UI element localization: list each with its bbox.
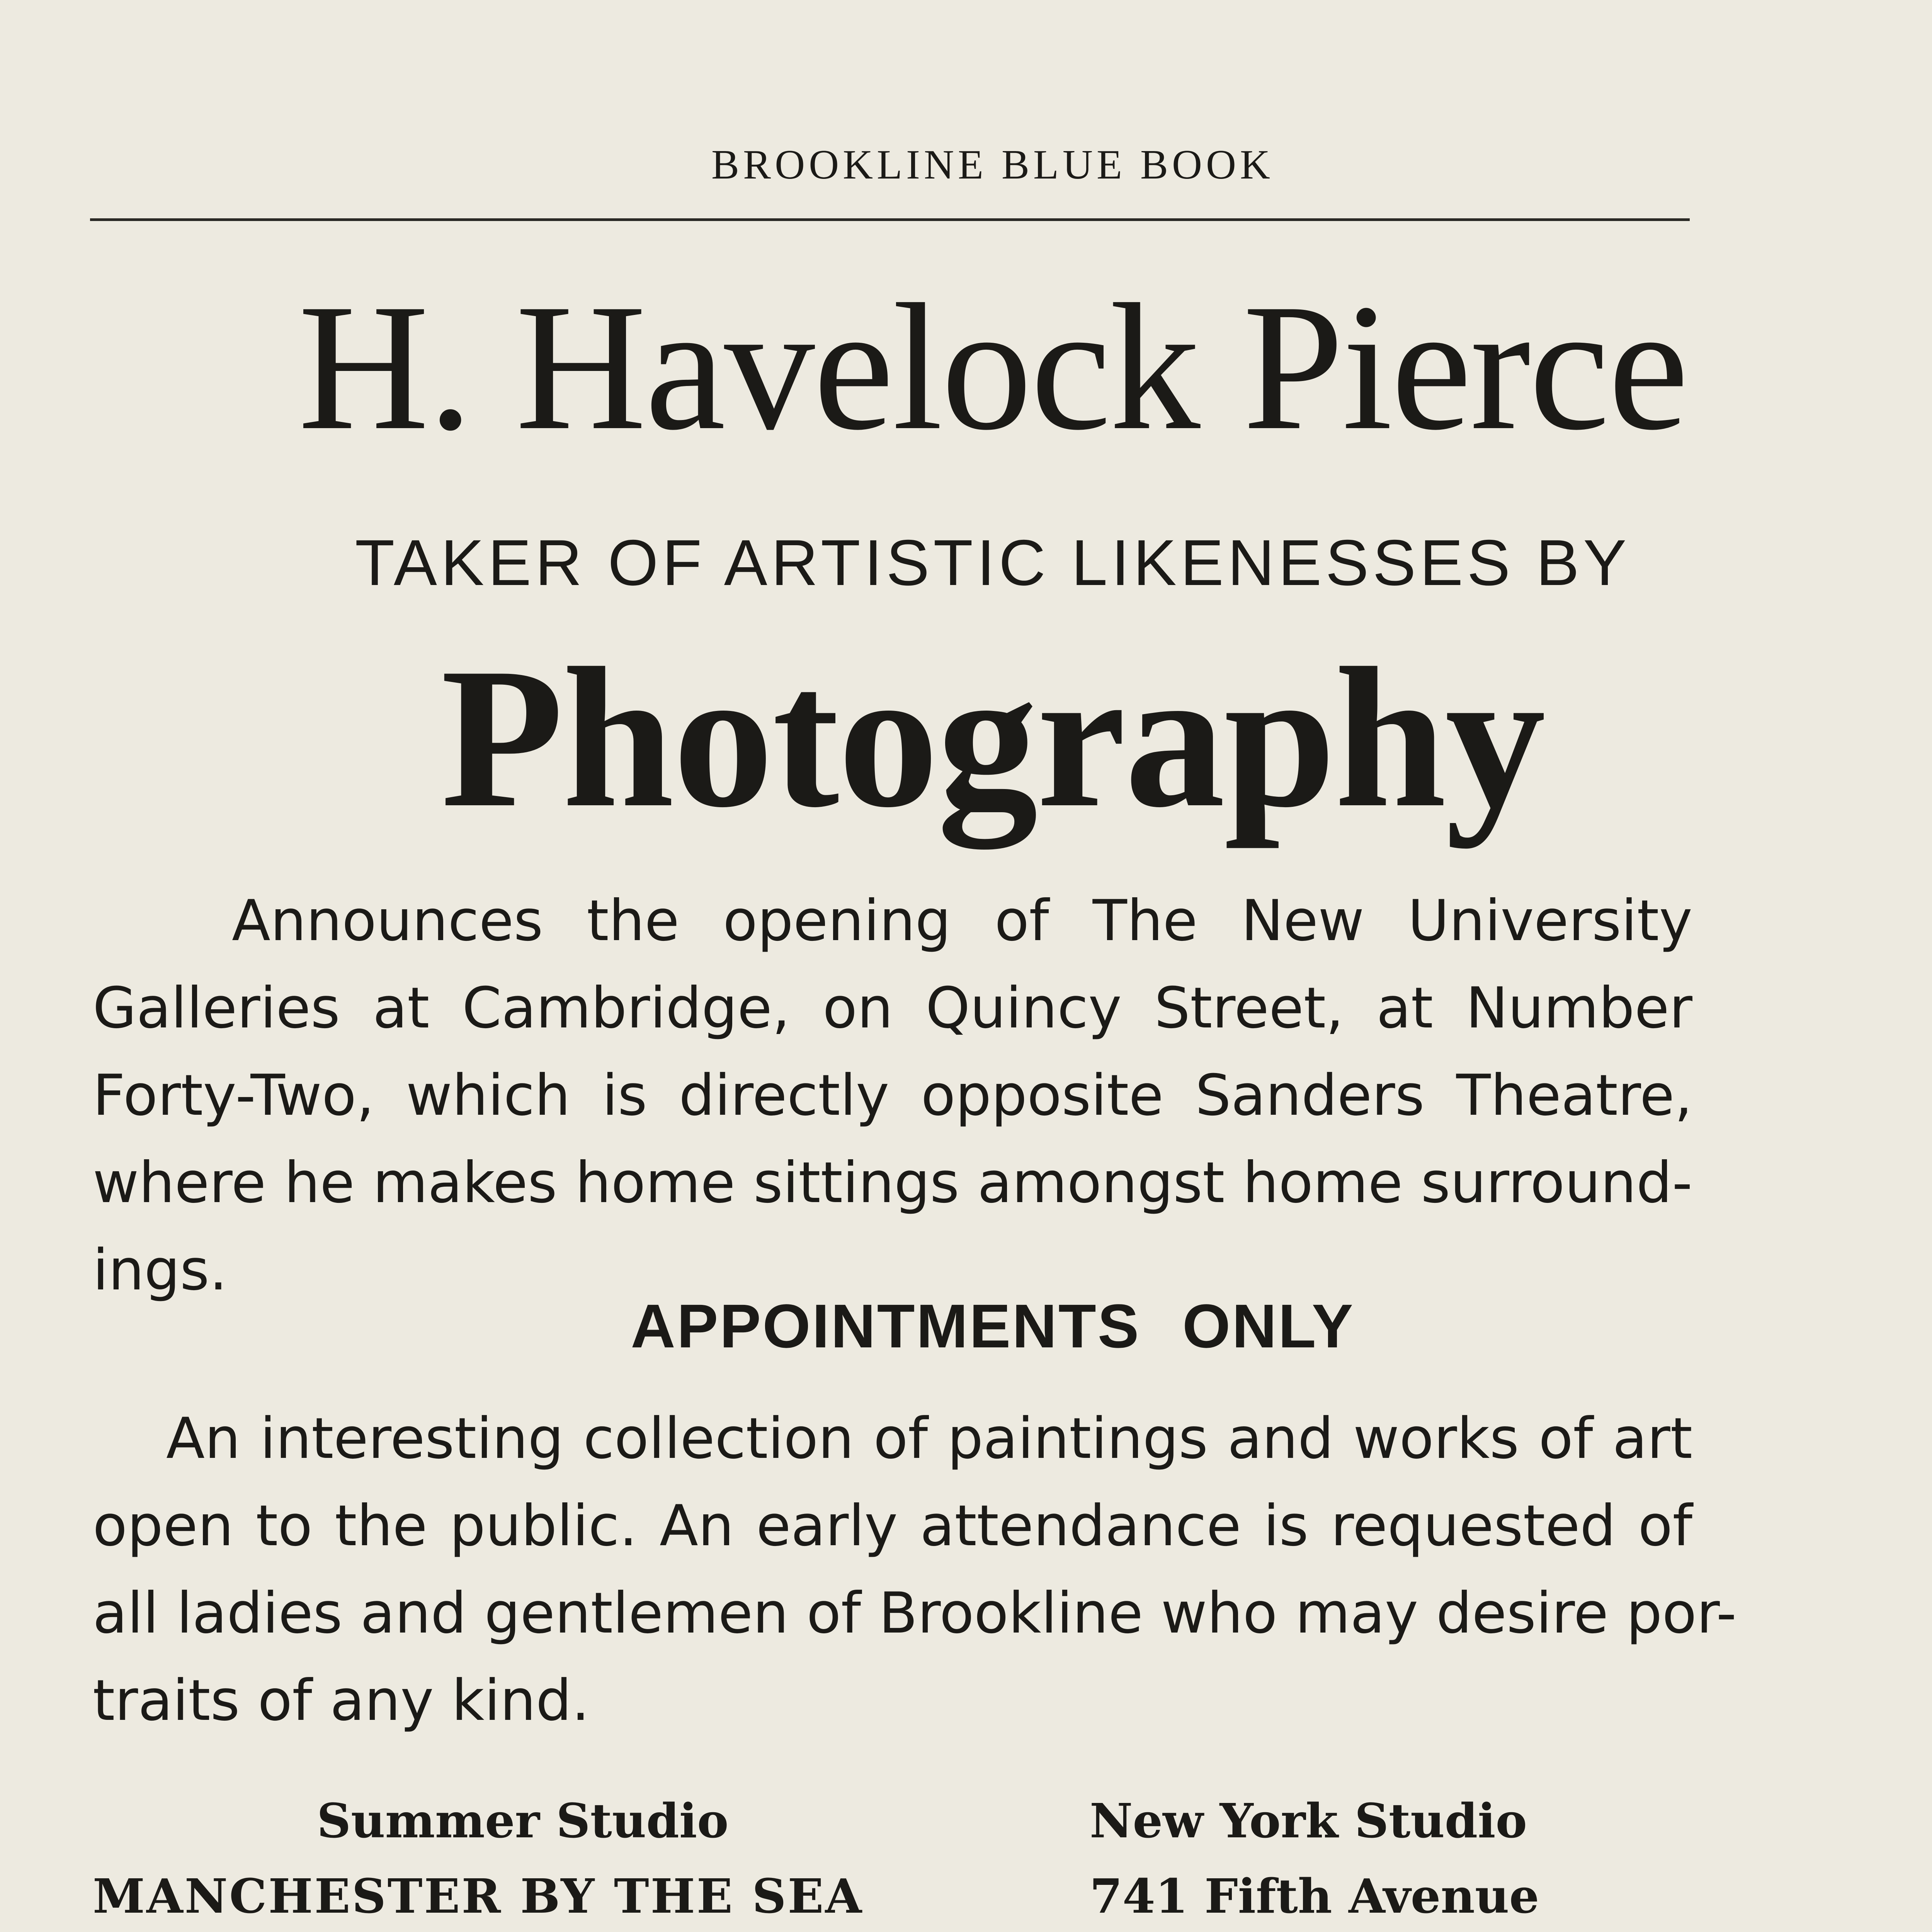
paragraph-line: An interesting collection of paintings and works of art	[166, 1406, 1692, 1471]
appointments-heading: APPOINTMENTS ONLY	[631, 1291, 1355, 1361]
paragraph-line: all ladies and gentlemen of Brookline who may desire por-	[93, 1580, 1737, 1646]
paragraph-line: ings.	[93, 1237, 228, 1303]
paragraph-line: where he makes home sittings amongst home surround-	[93, 1150, 1692, 1216]
collection-paragraph	[93, 1395, 1737, 1744]
paragraph-line: traits of any kind.	[93, 1668, 590, 1733]
advertiser-name: H. Havelock Pierce	[298, 266, 1687, 468]
header-rule	[90, 218, 1690, 221]
paragraph-line: open to the public. An early attendance is requested of	[93, 1493, 1692, 1559]
newyork-studio-label: New York Studio	[1090, 1793, 1527, 1849]
newyork-studio-address: 741 Fifth Avenue	[1090, 1868, 1539, 1924]
headline-photography: Photography	[440, 627, 1545, 849]
summer-studio-label: Summer Studio	[317, 1793, 729, 1849]
summer-studio-location: MANCHESTER BY THE SEA	[93, 1868, 864, 1924]
tagline: TAKER OF ARTISTIC LIKENESSES BY	[355, 526, 1631, 599]
announcement-paragraph	[93, 877, 1692, 1314]
paragraph-line: Galleries at Cambridge, on Quincy Street, at Number	[93, 975, 1692, 1041]
paragraph-line: Announces the opening of The New University	[232, 888, 1692, 954]
running-head: BROOKLINE BLUE BOOK	[711, 142, 1274, 188]
paragraph-line: Forty-Two, which is directly opposite Sanders Theatre,	[93, 1063, 1692, 1128]
